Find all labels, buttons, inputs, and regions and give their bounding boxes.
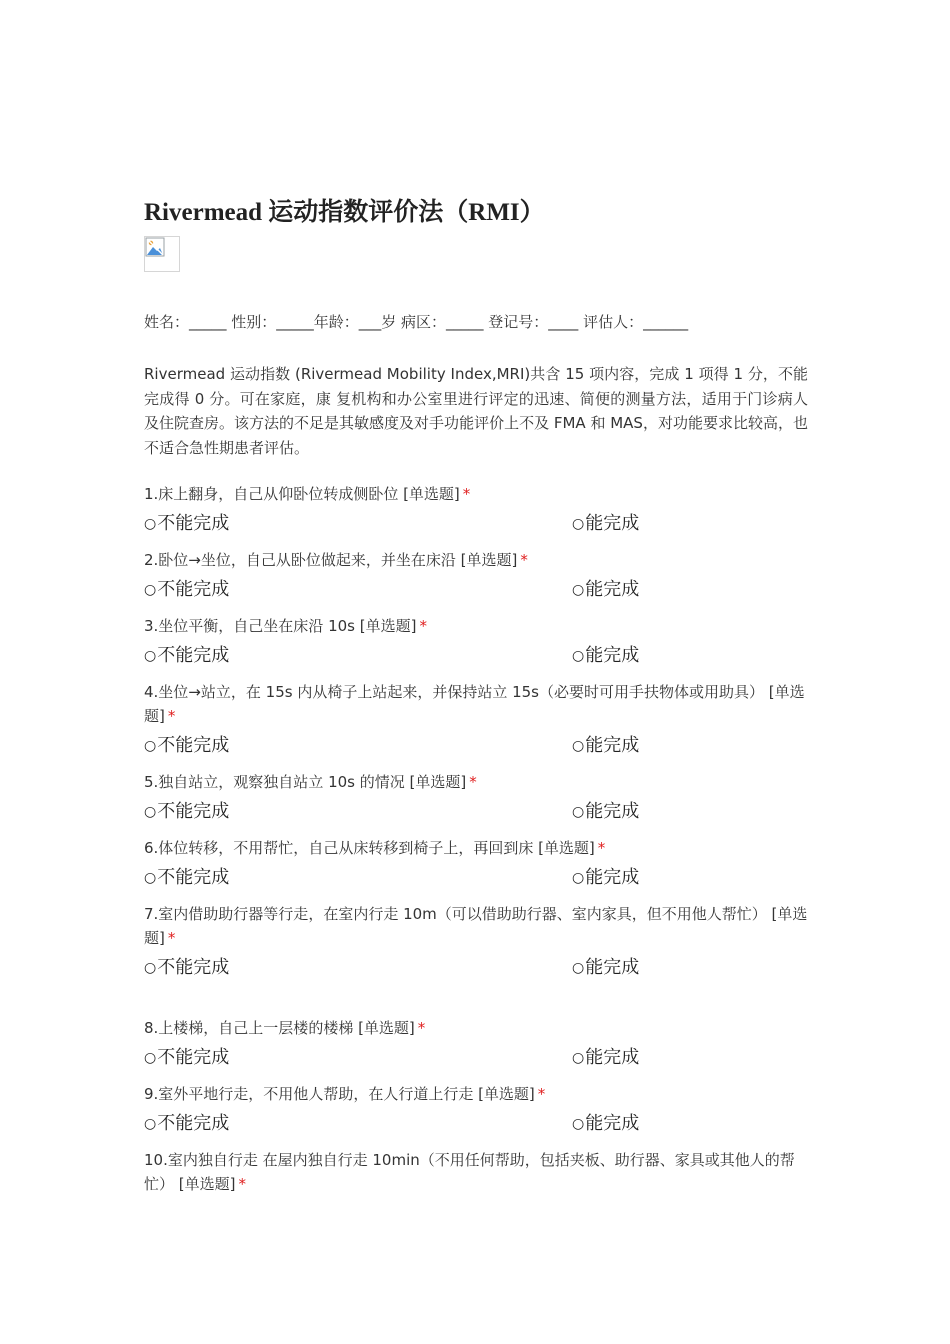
broken-image-icon bbox=[144, 236, 180, 272]
question-label: 9.室外平地行走，不用他人帮助，在人行道上行走 [单选题] bbox=[144, 1085, 535, 1103]
question-label: 6.体位转移，不用帮忙，自己从床转移到椅子上，再回到床 [单选题] bbox=[144, 839, 595, 857]
required-asterisk: * bbox=[520, 551, 528, 569]
radio-circle-icon[interactable]: ○ bbox=[572, 582, 585, 598]
option-cannot-complete[interactable] bbox=[144, 734, 229, 758]
question-text bbox=[144, 836, 808, 860]
question-label: 5.独自站立，观察独自站立 10s 的情况 [单选题] bbox=[144, 773, 467, 791]
document-page bbox=[144, 196, 808, 1196]
radio-circle-icon[interactable]: ○ bbox=[572, 648, 585, 664]
option-group bbox=[144, 950, 808, 992]
question-text bbox=[144, 770, 808, 794]
option-group bbox=[144, 638, 808, 680]
option-can-complete[interactable] bbox=[572, 734, 639, 758]
option-can-complete[interactable] bbox=[572, 578, 639, 602]
question-text bbox=[144, 482, 808, 506]
question-item bbox=[144, 1082, 808, 1148]
question-item bbox=[144, 902, 808, 992]
question-label: 2.卧位→坐位，自己从卧位做起来，并坐在床沿 [单选题] bbox=[144, 551, 518, 569]
option-label: 能完成 bbox=[585, 513, 640, 534]
option-group bbox=[144, 572, 808, 614]
intro-paragraph: Rivermead 运动指数 (Rivermead Mobility Index,MRI)共含 15 项内容，完成 1 项得 1 分，不能完成得 0 分。可在家庭，康 复机构和办公室里进行评定的迅速、简便的测量方法，适用于门诊病人及住院查房。该方法的不足是其敏感度及对手功能评价上不及 FMA 和 MAS，对功能要求比较高，也不适合急性期患者评估。 bbox=[144, 365, 808, 457]
option-cannot-complete[interactable] bbox=[144, 644, 229, 668]
option-label: 能完成 bbox=[585, 1113, 640, 1134]
radio-circle-icon[interactable]: ○ bbox=[572, 870, 585, 886]
question-item bbox=[144, 482, 808, 548]
option-label: 能完成 bbox=[585, 579, 640, 600]
radio-circle-icon[interactable]: ○ bbox=[144, 582, 157, 598]
option-group bbox=[144, 728, 808, 770]
option-can-complete[interactable] bbox=[572, 644, 639, 668]
question-item bbox=[144, 1148, 808, 1196]
radio-circle-icon[interactable]: ○ bbox=[144, 648, 157, 664]
option-cannot-complete[interactable] bbox=[144, 866, 229, 890]
option-label: 能完成 bbox=[585, 801, 640, 822]
option-cannot-complete[interactable] bbox=[144, 1112, 229, 1136]
radio-circle-icon[interactable]: ○ bbox=[144, 804, 157, 820]
question-text bbox=[144, 1148, 808, 1196]
question-text bbox=[144, 548, 808, 572]
option-cannot-complete[interactable] bbox=[144, 512, 229, 536]
question-list bbox=[144, 482, 808, 1196]
option-can-complete[interactable] bbox=[572, 800, 639, 824]
radio-circle-icon[interactable]: ○ bbox=[572, 804, 585, 820]
option-label: 不能完成 bbox=[157, 801, 230, 822]
option-label: 能完成 bbox=[585, 957, 640, 978]
required-asterisk: * bbox=[419, 617, 427, 635]
question-text bbox=[144, 1016, 808, 1040]
radio-circle-icon[interactable]: ○ bbox=[144, 960, 157, 976]
question-label: 8.上楼梯，自己上一层楼的楼梯 [单选题] bbox=[144, 1019, 415, 1037]
radio-circle-icon[interactable]: ○ bbox=[572, 516, 585, 532]
option-cannot-complete[interactable] bbox=[144, 1046, 229, 1070]
required-asterisk: * bbox=[238, 1175, 246, 1193]
question-item bbox=[144, 1016, 808, 1082]
patient-info-line: 姓名：_____ 性别：_____年龄：___岁 病区：_____ 登记号：____ 评估人：______ bbox=[144, 313, 689, 331]
option-label: 不能完成 bbox=[157, 645, 230, 666]
question-item bbox=[144, 770, 808, 836]
document-title: Rivermead 运动指数评价法（RMI） bbox=[144, 199, 545, 226]
option-label: 不能完成 bbox=[157, 579, 230, 600]
option-group bbox=[144, 794, 808, 836]
radio-circle-icon[interactable]: ○ bbox=[572, 960, 585, 976]
required-asterisk: * bbox=[469, 773, 477, 791]
question-label: 7.室内借助助行器等行走，在室内行走 10m（可以借助助行器、室内家具，但不用他人帮忙） [单选题] bbox=[144, 905, 808, 947]
required-asterisk: * bbox=[462, 485, 471, 503]
option-label: 不能完成 bbox=[157, 867, 230, 888]
option-can-complete[interactable] bbox=[572, 1112, 639, 1136]
option-cannot-complete[interactable] bbox=[144, 956, 229, 980]
question-text bbox=[144, 680, 808, 728]
question-item bbox=[144, 548, 808, 614]
question-item bbox=[144, 836, 808, 902]
question-item bbox=[144, 614, 808, 680]
option-label: 不能完成 bbox=[157, 957, 230, 978]
radio-circle-icon[interactable]: ○ bbox=[572, 738, 585, 754]
radio-circle-icon[interactable]: ○ bbox=[572, 1050, 585, 1066]
question-label: 3.坐位平衡，自己坐在床沿 10s [单选题] bbox=[144, 617, 417, 635]
option-label: 不能完成 bbox=[157, 1047, 230, 1068]
question-text bbox=[144, 1082, 808, 1106]
option-cannot-complete[interactable] bbox=[144, 578, 229, 602]
required-asterisk: * bbox=[537, 1085, 546, 1103]
option-label: 不能完成 bbox=[157, 513, 230, 534]
option-label: 能完成 bbox=[585, 645, 640, 666]
option-label: 能完成 bbox=[585, 1047, 640, 1068]
required-asterisk: * bbox=[597, 839, 606, 857]
question-label: 1.床上翻身，自己从仰卧位转成侧卧位 [单选题] bbox=[144, 485, 460, 503]
radio-circle-icon[interactable]: ○ bbox=[144, 516, 157, 532]
option-can-complete[interactable] bbox=[572, 866, 639, 890]
option-label: 不能完成 bbox=[157, 1113, 230, 1134]
required-asterisk: * bbox=[417, 1019, 426, 1037]
option-group bbox=[144, 1106, 808, 1148]
option-label: 能完成 bbox=[585, 867, 640, 888]
required-asterisk: * bbox=[167, 929, 176, 947]
radio-circle-icon[interactable]: ○ bbox=[144, 1050, 157, 1066]
option-can-complete[interactable] bbox=[572, 956, 639, 980]
option-group bbox=[144, 860, 808, 902]
option-cannot-complete[interactable] bbox=[144, 800, 229, 824]
radio-circle-icon[interactable]: ○ bbox=[144, 870, 157, 886]
radio-circle-icon[interactable]: ○ bbox=[572, 1116, 585, 1132]
option-label: 不能完成 bbox=[157, 735, 230, 756]
option-group bbox=[144, 1040, 808, 1082]
option-can-complete[interactable] bbox=[572, 512, 639, 536]
radio-circle-icon[interactable]: ○ bbox=[144, 738, 157, 754]
option-group bbox=[144, 506, 808, 548]
option-can-complete[interactable] bbox=[572, 1046, 639, 1070]
radio-circle-icon[interactable]: ○ bbox=[144, 1116, 157, 1132]
question-text bbox=[144, 902, 808, 950]
option-label: 能完成 bbox=[585, 735, 640, 756]
question-label: 10.室内独自行走 在屋内独自行走 10min（不用任何帮助，包括夹板、助行器、家具或其他人的帮忙） [单选题] bbox=[144, 1151, 795, 1193]
question-text bbox=[144, 614, 808, 638]
question-item bbox=[144, 680, 808, 770]
question-label: 4.坐位→站立，在 15s 内从椅子上站起来，并保持站立 15s（必要时可用手扶物体或用助具） [单选题] bbox=[144, 683, 805, 725]
required-asterisk: * bbox=[167, 707, 176, 725]
